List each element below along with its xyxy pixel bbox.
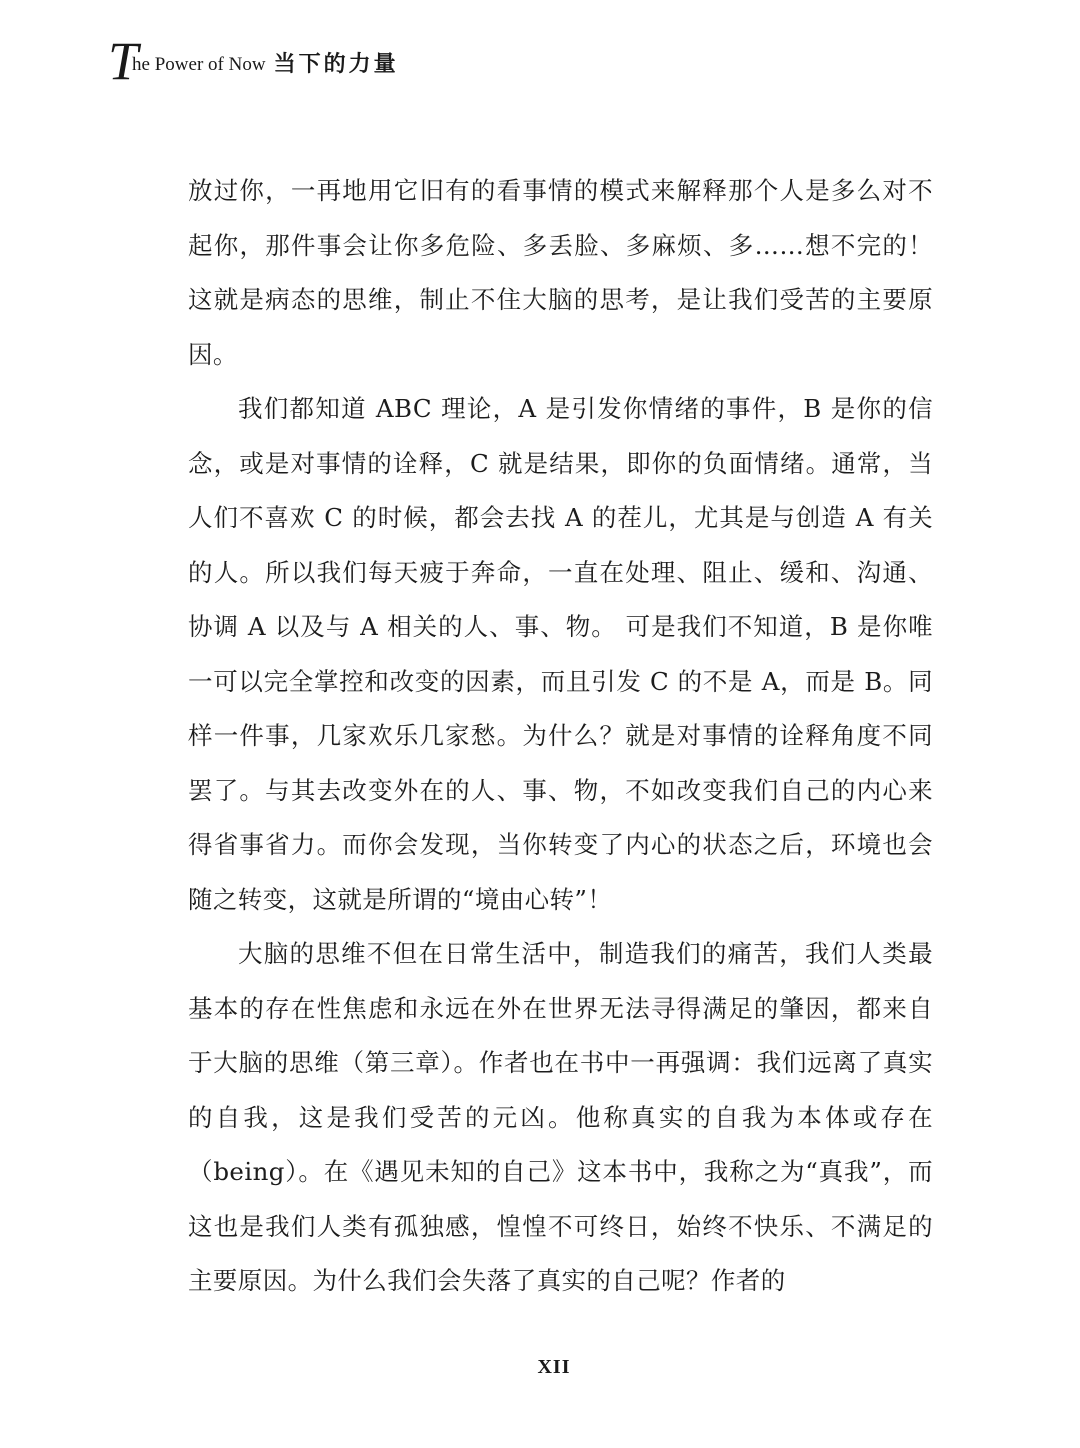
header-title-english: he Power of Now — [132, 54, 266, 75]
paragraph-1: 放过你，一再地用它旧有的看事情的模式来解释那个人是多么对不起你，那件事会让你多危险、多丢脸、多麻烦、多……想不完的！这就是病态的思维，制止不住大脑的思考，是让我们受苦的主要原因。 — [188, 176, 933, 369]
header-title-initial: T — [108, 31, 139, 91]
running-header — [108, 14, 399, 91]
paragraph-3: 大脑的思维不但在日常生活中，制造我们的痛苦，我们人类最基本的存在性焦虑和永远在外在世界无法寻得满足的肇因，都来自于大脑的思维（第三章）。作者也在书中一再强调：我们远离了真实的自我，这是我们受苦的元凶。他称真实的自我为本体或存在（being）。在《遇见未知的自己》这本书中，我称之为“真我”，而这也是我们人类有孤独感，惶惶不可终日，始终不快乐、不满足的主要原因。为什么我们会失落了真实的自己呢？作者的 — [188, 939, 933, 1295]
page-number: XII — [537, 1356, 571, 1378]
paragraph-2: 我们都知道 ABC 理论，A 是引发你情绪的事件，B 是你的信念，或是对事情的诠释，C 就是结果，即你的负面情绪。通常，当人们不喜欢 C 的时候，都会去找 A 的茬儿，尤其是与创造 A 有关的人。所以我们每天疲于奔命，一直在处理、阻止、缓和、沟通、协调 A 以及与 A 相关的人、事、物。 可是我们不知道，B 是你唯一可以完全掌控和改变的因素，而且引发 C 的不是 A，而是 B。同样一件事，几家欢乐几家愁。为什么？就是对事情的诠释角度不同罢了。与其去改变外在的人、事、物，不如改变我们自己的内心来得省事省力。而你会发现，当你转变了内心的状态之后，环境也会随之转变，这就是所谓的“境由心转”！ — [188, 394, 933, 914]
header-title-chinese: 当下的力量 — [273, 51, 399, 77]
page-body — [188, 164, 933, 1309]
